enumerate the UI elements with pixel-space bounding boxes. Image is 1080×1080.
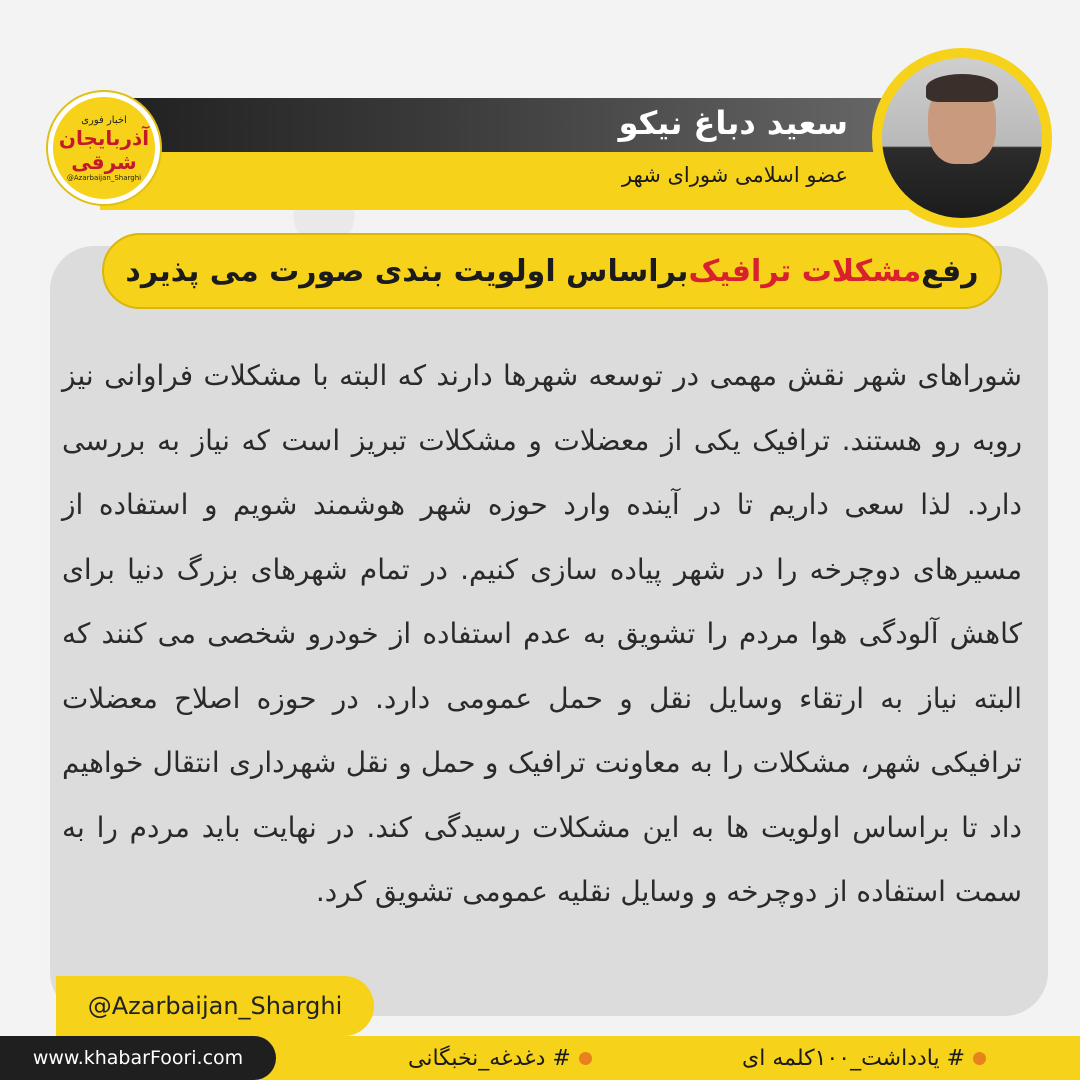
headline-prefix: رفع xyxy=(921,253,979,289)
headline-suffix: براساس اولویت بندی صورت می پذیرد xyxy=(125,253,689,289)
orange-dot-icon xyxy=(579,1052,592,1065)
article-body: شوراهای شهر نقش مهمی در توسعه شهرها دارند که البته با مشکلات فراوانی نیز روبه رو هستند. ترافیک یکی از معضلات و مشکلات تبریز است که نیاز به بررسی دارد. لذا سعی داریم تا در آینده وارد حوزه شهر هوشمند شویم و استفاده از مسیرهای دوچرخه را در شهر پیاده سازی کنیم. در تمام شهرهای بزرگ دنیا برای کاهش آلودگی هوا مردم را تشویق به عدم استفاده از خودرو شخصی می کنند که البته نیاز به ارتقاء وسایل نقل و حمل عمومی دارد. در حوزه اصلاح معضلات ترافیکی شهر، مشکلات را به معاونت ترافیک و حمل و نقل شهرداری انتقال خواهیم داد تا براساس اولویت ها به این مشکلات رسیدگی کند. در نهایت باید مردم را به سمت استفاده از دوچرخه و وسایل نقلیه عمومی تشویق کرد. xyxy=(62,359,1022,908)
author-name: سعید دباغ نیکو xyxy=(618,104,848,142)
author-role: عضو اسلامی شورای شهر xyxy=(621,163,848,187)
website-link[interactable]: www.khabarFoori.com xyxy=(0,1036,276,1080)
brand-logo xyxy=(48,92,160,204)
hashtag-100-word-note-label: # یادداشت_۱۰۰کلمه ای xyxy=(742,1045,966,1071)
author-hair xyxy=(926,74,998,102)
headline-banner xyxy=(102,233,1002,309)
social-handle-tag: @Azarbaijan_Sharghi xyxy=(56,976,374,1036)
hashtag-elite-concerns[interactable] xyxy=(408,1040,592,1076)
hashtag-elite-concerns-label: # دغدغه_نخبگانی xyxy=(408,1045,571,1071)
logo-handle: @Azarbaijan_Sharghi xyxy=(66,173,142,182)
author-photo xyxy=(882,58,1042,218)
logo-main-text: آذربایجان شرقی xyxy=(58,125,150,174)
logo-top-text: اخبار فوری xyxy=(81,114,127,126)
orange-dot-icon xyxy=(973,1052,986,1065)
headline-highlight: مشکلات ترافیک xyxy=(688,253,922,289)
author-avatar xyxy=(872,48,1052,228)
hashtag-100-word-note[interactable] xyxy=(742,1040,986,1076)
